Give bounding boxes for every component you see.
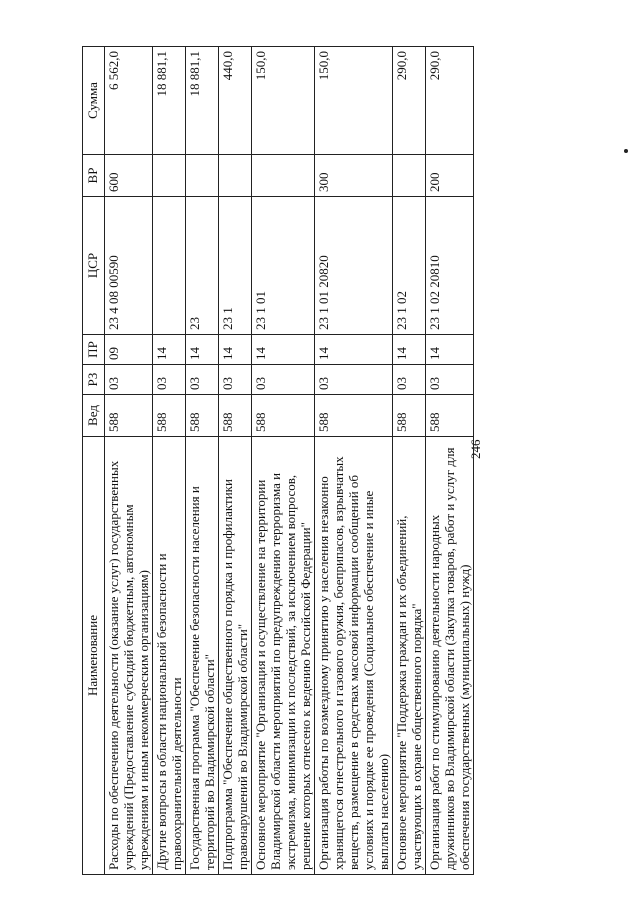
table-row — [186, 47, 219, 875]
cell-name: Основное мероприятие "Поддержка граждан и их объединений, участвующих в охране общественного порядка" — [393, 437, 426, 875]
cell-name: Основное мероприятие "Организация и осуществление на территории Владимирской области мероприятий по предупреждению терроризма и экстремизма, минимизации их последствий, за исключением вопросов, решение которых отнесено к ведению Российской Федерации" — [252, 437, 315, 875]
header-sum: Сумма — [83, 47, 105, 155]
cell-ved: 588 — [315, 395, 393, 437]
cell-sum: 290,0 — [393, 47, 426, 155]
header-csr: ЦСР — [83, 197, 105, 335]
cell-name: Организация работы по возмездному принятию у населения незаконно хранящегося огнестрельного и газового оружия, боеприпасов, взрывчатых веществ, размещение в средствах массовой информации сообщений об условиях и порядке ее проведения (Социальное обеспечение и иные выплаты населению) — [315, 437, 393, 875]
cell-pr: 14 — [153, 335, 186, 365]
stray-dot — [624, 149, 628, 153]
cell-vr — [153, 155, 186, 197]
cell-vr: 300 — [315, 155, 393, 197]
table-row — [219, 47, 252, 875]
cell-ved: 588 — [219, 395, 252, 437]
cell-name: Организация работ по стимулированию деятельности народных дружинников во Владимирской области (Закупка товаров, работ и услуг для обеспечения государственных (муниципальных) нужд) — [426, 437, 474, 875]
cell-rz: 03 — [219, 365, 252, 395]
cell-name: Государственная программа "Обеспечение безопасности населения и территорий во Владимирской области" — [186, 437, 219, 875]
cell-pr: 09 — [105, 335, 153, 365]
cell-rz: 03 — [252, 365, 315, 395]
cell-ved: 588 — [426, 395, 474, 437]
cell-sum: 18 881,1 — [186, 47, 219, 155]
cell-rz: 03 — [105, 365, 153, 395]
cell-ved: 588 — [153, 395, 186, 437]
cell-vr: 600 — [105, 155, 153, 197]
cell-name: Другие вопросы в области национальной безопасности и правоохранительной деятельности — [153, 437, 186, 875]
cell-vr — [252, 155, 315, 197]
table-row — [393, 47, 426, 875]
table-row — [426, 47, 474, 875]
header-ved: Вед — [83, 395, 105, 437]
header-pr: ПР — [83, 335, 105, 365]
page-number: 246 — [468, 439, 483, 459]
cell-rz: 03 — [186, 365, 219, 395]
cell-sum: 150,0 — [315, 47, 393, 155]
cell-name: Расходы по обеспечению деятельности (оказание услуг) государственных учреждений (Предоставление субсидий бюджетным, автономным учреждениям и иным некоммерческим организациям) — [105, 437, 153, 875]
cell-pr: 14 — [426, 335, 474, 365]
cell-pr: 14 — [315, 335, 393, 365]
cell-sum: 290,0 — [426, 47, 474, 155]
table-row — [252, 47, 315, 875]
header-name: Наименование — [83, 437, 105, 875]
cell-vr — [393, 155, 426, 197]
cell-rz: 03 — [426, 365, 474, 395]
cell-pr: 14 — [252, 335, 315, 365]
cell-pr: 14 — [219, 335, 252, 365]
cell-pr: 14 — [393, 335, 426, 365]
cell-csr: 23 1 02 20810 — [426, 197, 474, 335]
cell-vr: 200 — [426, 155, 474, 197]
header-vr: ВР — [83, 155, 105, 197]
table-header-row — [83, 47, 105, 875]
header-rz: РЗ — [83, 365, 105, 395]
cell-vr — [186, 155, 219, 197]
cell-csr: 23 — [186, 197, 219, 335]
cell-ved: 588 — [105, 395, 153, 437]
cell-csr: 23 4 08 00590 — [105, 197, 153, 335]
cell-csr: 23 1 01 20820 — [315, 197, 393, 335]
cell-csr: 23 1 01 — [252, 197, 315, 335]
cell-csr: 23 1 02 — [393, 197, 426, 335]
cell-ved: 588 — [186, 395, 219, 437]
budget-table — [82, 46, 474, 875]
table-row — [105, 47, 153, 875]
table-row — [153, 47, 186, 875]
cell-rz: 03 — [315, 365, 393, 395]
cell-csr: 23 1 — [219, 197, 252, 335]
cell-sum: 18 881,1 — [153, 47, 186, 155]
cell-rz: 03 — [153, 365, 186, 395]
cell-sum: 150,0 — [252, 47, 315, 155]
cell-rz: 03 — [393, 365, 426, 395]
cell-ved: 588 — [393, 395, 426, 437]
cell-pr: 14 — [186, 335, 219, 365]
cell-sum: 6 562,0 — [105, 47, 153, 155]
cell-csr — [153, 197, 186, 335]
cell-ved: 588 — [252, 395, 315, 437]
cell-vr — [219, 155, 252, 197]
cell-name: Подпрограмма "Обеспечение общественного порядка и профилактики правонарушений во Владимирской области" — [219, 437, 252, 875]
cell-sum: 440,0 — [219, 47, 252, 155]
table-row — [315, 47, 393, 875]
